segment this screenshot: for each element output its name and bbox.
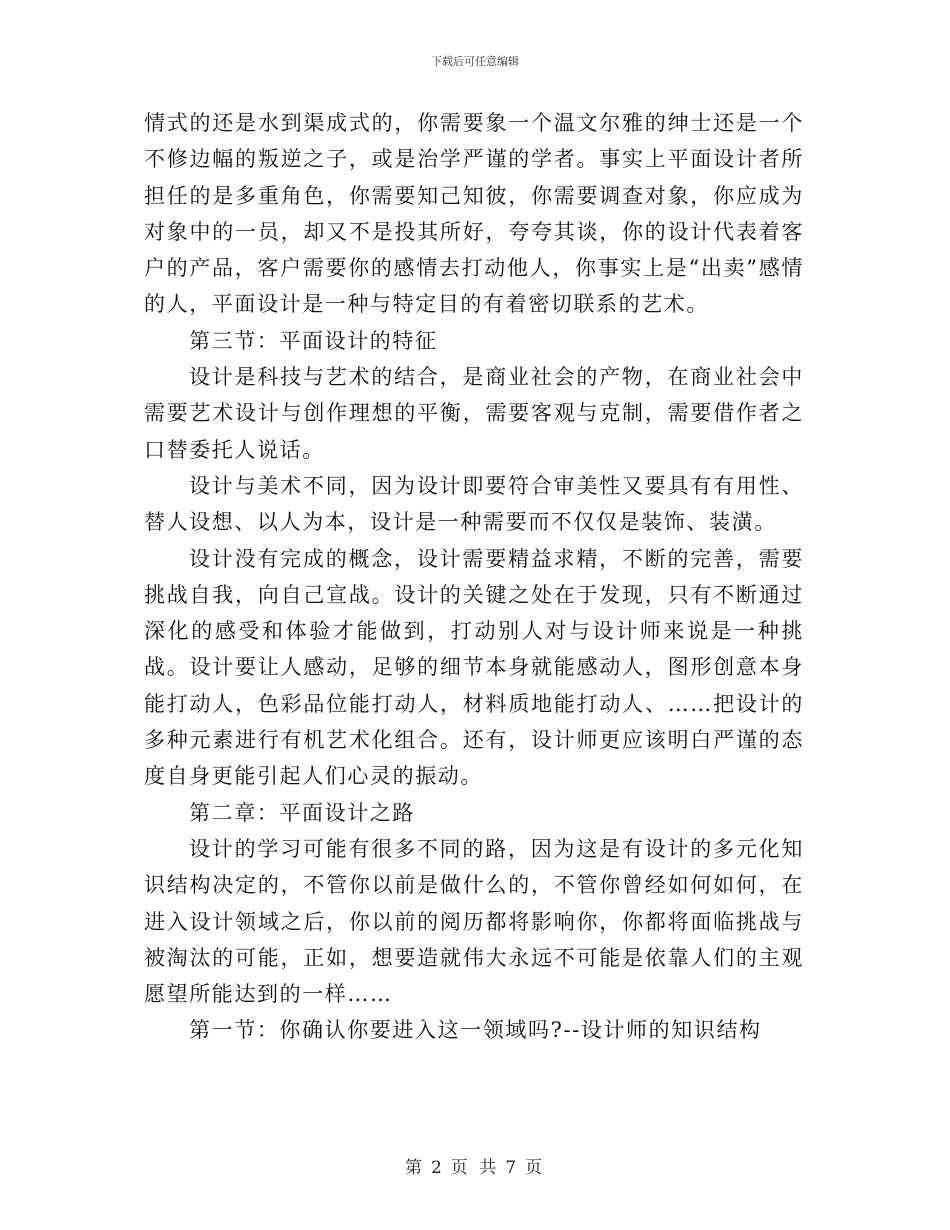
section-heading-3: 第三节：平面设计的特征 — [189, 328, 438, 353]
paragraph-continued: 情式的还是水到渠成式的，你需要象一个温文尔雅的绅士还是一个不修边幅的叛逆之子，或是治学严谨的学者。事实上平面设计者所担任的是多重角色，你需要知己知彼，你需要调查对象，你应成为对象中的一员，却又不是投其所好，夸夸其谈，你的设计代表着客户的产品，客户需要你的感情去打动他人，你事实上是“出卖”感情的人，平面设计是一种与特定目的有着密切联系的艺术。 — [144, 111, 804, 317]
footer-suffix: 页 — [525, 1158, 546, 1178]
paragraph: 设计与美术不同，因为设计即要符合审美性又要具有有用性、替人设想、以人为本，设计是一种需要而不仅仅是装饰、装潢。 — [144, 473, 804, 535]
page-footer — [0, 1153, 950, 1178]
document-body — [144, 105, 804, 1049]
paragraph: 设计的学习可能有很多不同的路，因为这是有设计的多元化知识结构决定的，不管你以前是做什么的，不管你曾经如何如何，在进入设计领域之后，你以前的阅历都将影响你，你都将面临挑战与被淘汰的可能，正如，想要造就伟大永远不可能是依靠人们的主观愿望所能达到的一样…… — [144, 836, 804, 1007]
header-note: 下载后可任意编辑 — [431, 55, 519, 68]
chapter-heading-2: 第二章：平面设计之路 — [189, 800, 415, 825]
paragraph: 设计没有完成的概念，设计需要精益求精，不断的完善，需要挑战自我，向自己宣战。设计的关键之处在于发现，只有不断通过深化的感受和体验才能做到，打动别人对与设计师来说是一种挑战。设计要让人感动，足够的细节本身就能感动人，图形创意本身能打动人，色彩品位能打动人，材料质地能打动人、……把设计的多种元素进行有机艺术化组合。还有，设计师更应该明白严谨的态度自身更能引起人们心灵的振动。 — [144, 546, 804, 789]
paragraph: 设计是科技与艺术的结合，是商业社会的产物，在商业社会中需要艺术设计与创作理想的平衡，需要客观与克制，需要借作者之口替委托人说话。 — [144, 365, 804, 462]
section-heading-1: 第一节：你确认你要进入这一领域吗?--设计师的知识结构 — [189, 1018, 762, 1043]
footer-middle: 页 共 — [450, 1158, 500, 1178]
total-pages: 7 — [505, 1158, 520, 1178]
page-number: 2 — [430, 1158, 445, 1178]
footer-prefix: 第 — [404, 1158, 425, 1178]
